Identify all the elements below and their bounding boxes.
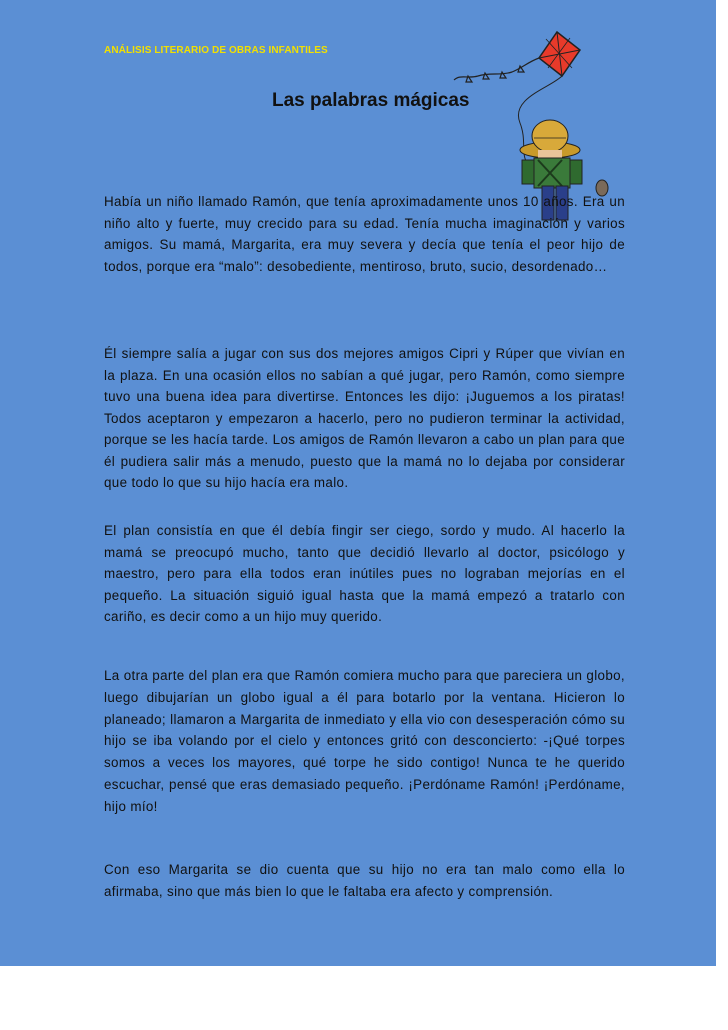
running-header: ANÁLISIS LITERARIO DE OBRAS INFANTILES [104,45,328,56]
story-title: Las palabras mágicas [272,90,470,111]
kite-icon [539,32,580,76]
paragraph-1: Había un niño llamado Ramón, que tenía aproximadamente unos 10 años. Era un niño alto y fuerte, muy crecido para su edad. Tenía mucha imaginación y varios amigos. Su mamá, Margarita, era muy severa y decía que tenía el peor hijo de todos, porque era “malo”: desobediente, mentiroso, bruto, sucio, desordenado… [104,194,625,274]
paragraph-5: Con eso Margarita se dio cuenta que su hijo no era tan malo como ella lo afirmaba, sino que más bien lo que le faltaba era afecto y comprensión. [104,862,625,899]
paragraph-3: El plan consistía en que él debía fingir ser ciego, sordo y mudo. Al hacerlo la mamá se preocupó mucho, tanto que decidió llevarlo al doctor, psicólogo y maestro, pero para ella todos eran inútiles pues no lograban mejorías en el pequeño. La situación siguió igual hasta que la mamá empezó a tratarlo con cariño, es decir como a un hijo muy querido. [104,523,625,624]
paragraph-2: Él siempre salía a jugar con sus dos mejores amigos Cipri y Rúper que vivían en la plaza. En una ocasión ellos no sabían a qué jugar, pero Ramón, como siempre tuvo una buena idea para divertirse. Entonces les dijo: ¡Juguemos a los piratas! Todos aceptaron y empezaron a hacerlo, pero no pudieron terminar la actividad, porque se les hacía tarde. Los amigos de Ramón llevaron a cabo un plan para que él pudiera salir más a menudo, puesto que la mamá no lo dejaba por considerar que todo lo que su hijo hacía era malo. [104,346,625,490]
paragraph-4: La otra parte del plan era que Ramón comiera mucho para que pareciera un globo, luego dibujarían un globo igual a él para botarlo por la ventana. Hicieron lo planeado; llamaron a Margarita de inmediato y ella vio con desesperación cómo su hijo se iba volando por el cielo y entonces gritó con desconcierto: -¡Qué torpes somos a veces los mayores, qué torpe he sido contigo! Nunca te he querido escuchar, pensé que eras demasiado pequeño. ¡Perdóname Ramón! ¡Perdóname, hijo mío! [104,668,625,814]
kite-tail [454,58,539,80]
